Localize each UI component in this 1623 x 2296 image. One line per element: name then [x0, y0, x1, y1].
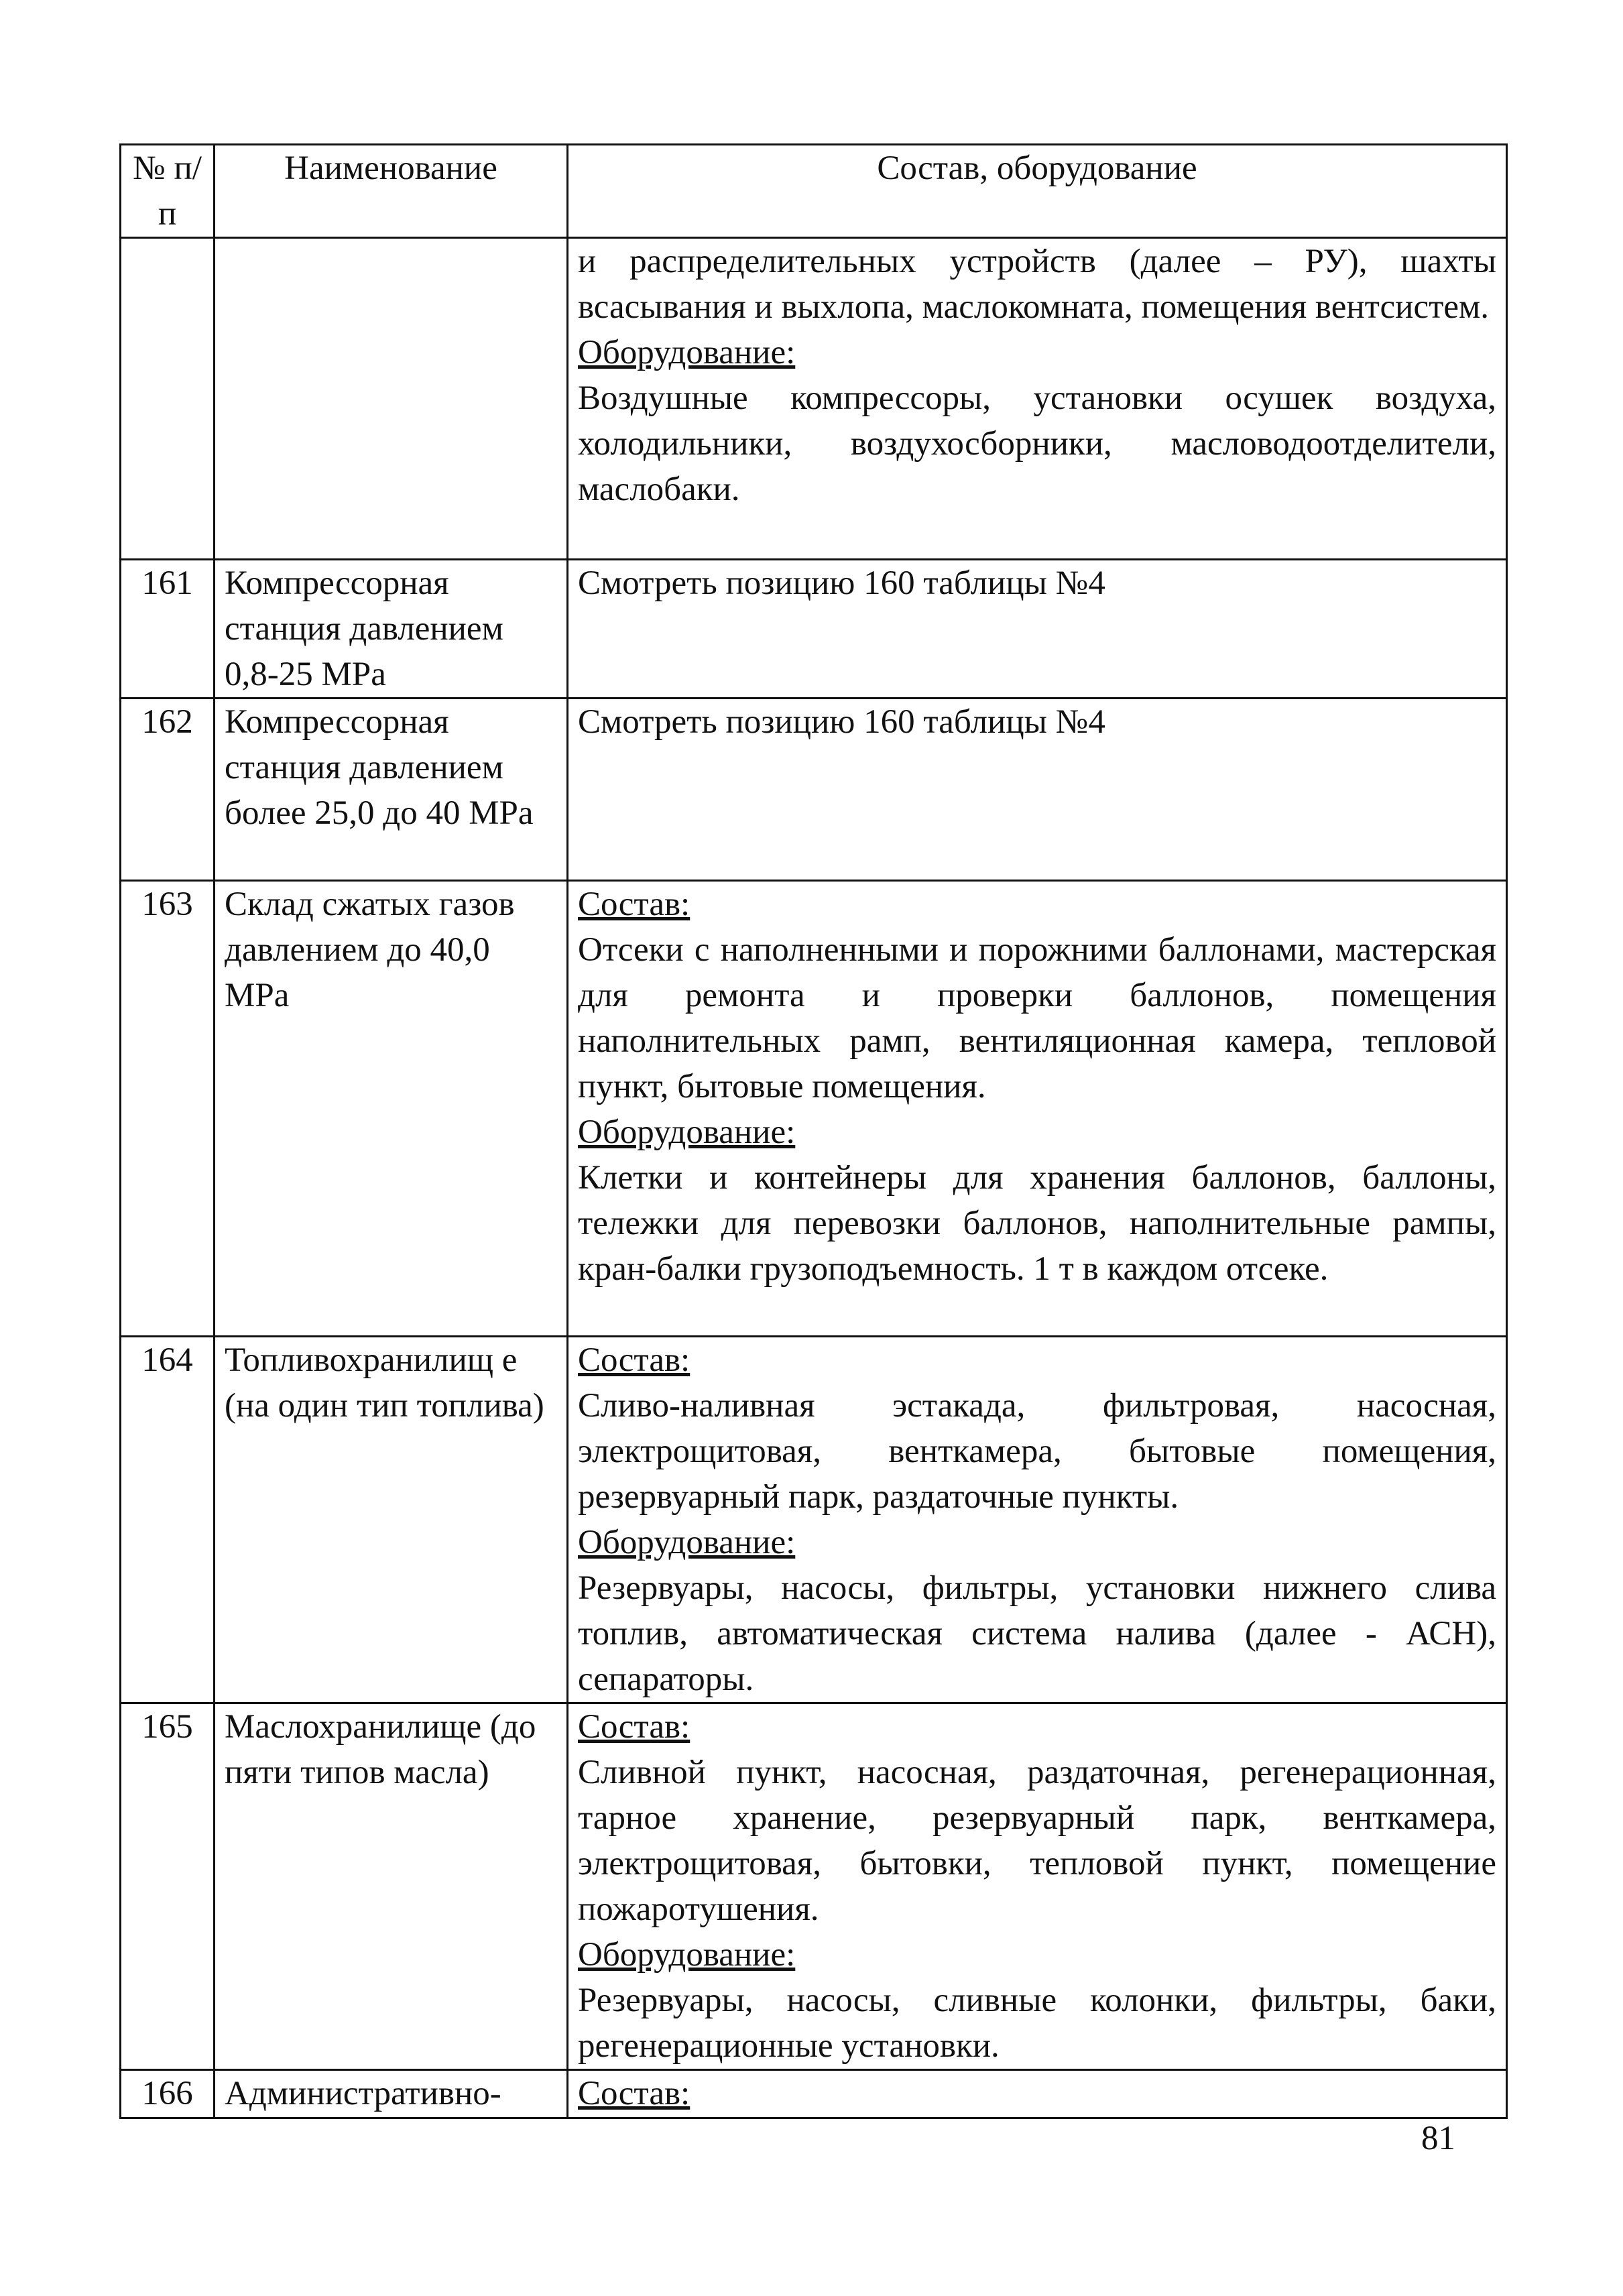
continuation-equipment-label: Оборудование:: [578, 334, 796, 371]
composition-label: Состав:: [578, 2075, 690, 2112]
composition-label: Состав:: [578, 886, 690, 923]
positions-table: [119, 143, 1508, 2119]
row-reference: Смотреть позицию 160 таблицы №4: [568, 699, 1507, 881]
equipment-text: Резервуары, насосы, фильтры, установки нижнего слива топлив, автоматическая система налива (далее - АСН), сепараторы.: [578, 1569, 1496, 1698]
row-num: 165: [121, 1703, 215, 2070]
table-row: [121, 560, 1507, 699]
header-composition: Состав, оборудование: [568, 145, 1507, 238]
header-name: Наименование: [215, 145, 568, 238]
composition-text: Сливо-наливная эстакада, фильтровая, насосная, электрощитовая, венткамера, бытовые помещения, резервуарный парк, раздаточные пункты.: [578, 1387, 1496, 1516]
table-header-row: [121, 145, 1507, 238]
row-num: 164: [121, 1337, 215, 1703]
table-row: [121, 1337, 1507, 1703]
row-name: Компрессорная станция давлением более 25,0 до 40 MPa: [215, 699, 568, 881]
row-name: Маслохранилище (до пяти типов масла): [215, 1703, 568, 2070]
row-name: Компрессорная станция давлением 0,8-25 MPa: [215, 560, 568, 699]
row-composition-cell: [568, 1703, 1507, 2070]
table-row: [121, 1703, 1507, 2070]
row-num: 163: [121, 881, 215, 1337]
continuation-equipment: Воздушные компрессоры, установки осушек воздуха, холодильники, воздухосборники, масловодоотделители, маслобаки.: [578, 379, 1496, 508]
row-name: Административно-: [215, 2070, 568, 2118]
row-continuation-composition: [568, 238, 1507, 560]
row-num: 161: [121, 560, 215, 699]
table-row: [121, 2070, 1507, 2118]
row-name: Топливохранилищ е (на один тип топлива): [215, 1337, 568, 1703]
equipment-text: Резервуары, насосы, сливные колонки, фильтры, баки, регенерационные установки.: [578, 1982, 1496, 2065]
equipment-label: Оборудование:: [578, 1113, 796, 1151]
continuation-text: и распределительных устройств (далее – РУ), шахты всасывания и выхлопа, маслокомната, помещения вентсистем.: [578, 243, 1496, 326]
composition-text: Отсеки с наполненными и порожними баллонами, мастерская для ремонта и проверки баллонов, помещения наполнительных рамп, вентиляционная камера, тепловой пункт, бытовые помещения.: [578, 931, 1496, 1105]
row-reference: Смотреть позицию 160 таблицы №4: [568, 560, 1507, 699]
table-row: [121, 881, 1507, 1337]
row-num: 162: [121, 699, 215, 881]
row-continuation-name: [215, 238, 568, 560]
equipment-text: Клетки и контейнеры для хранения баллонов, баллоны, тележки для перевозки баллонов, наполнительные рампы, кран-балки грузоподъемность. 1 т в каждом отсеке.: [578, 1159, 1496, 1288]
composition-text: Сливной пункт, насосная, раздаточная, регенерационная, тарное хранение, резервуарный парк, венткамера, электрощитовая, бытовки, тепловой пункт, помещение пожаротушения.: [578, 1754, 1496, 1928]
table-row-continuation: [121, 238, 1507, 560]
row-name: Склад сжатых газов давлением до 40,0 MPa: [215, 881, 568, 1337]
header-num: № п/п: [121, 145, 215, 238]
page-number: 81: [1421, 2120, 1455, 2157]
row-composition-cell: [568, 1337, 1507, 1703]
row-num: 166: [121, 2070, 215, 2118]
composition-label: Состав:: [578, 1708, 690, 1746]
row-composition-cell: [568, 2070, 1507, 2118]
table-row: [121, 699, 1507, 881]
row-continuation-num: [121, 238, 215, 560]
row-composition-cell: [568, 881, 1507, 1337]
equipment-label: Оборудование:: [578, 1936, 796, 1974]
composition-label: Состав:: [578, 1341, 690, 1379]
equipment-label: Оборудование:: [578, 1524, 796, 1561]
